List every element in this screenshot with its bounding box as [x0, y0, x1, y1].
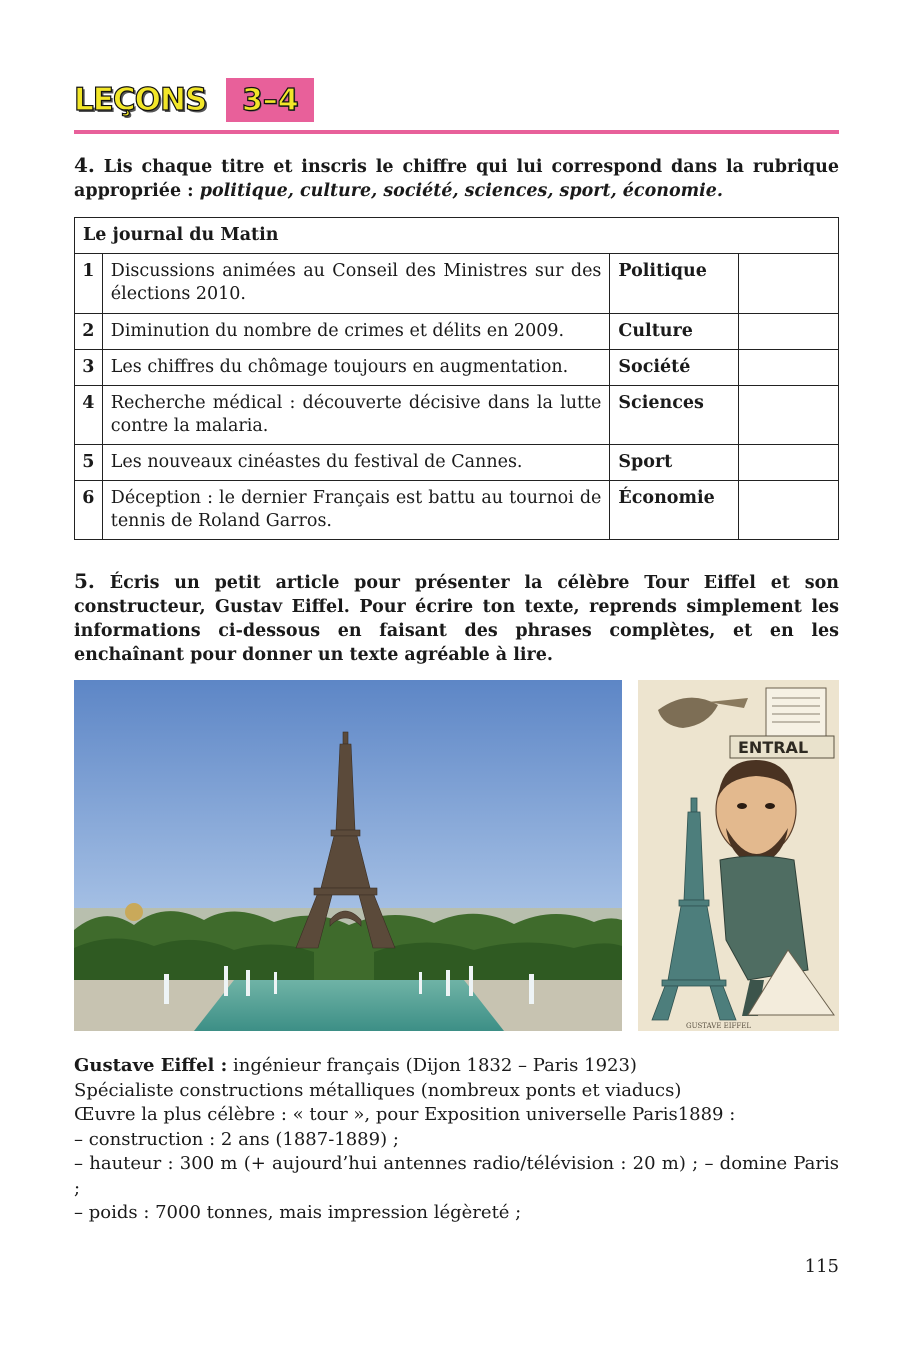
answer-cell[interactable]	[739, 350, 839, 386]
row-title: Les nouveaux cinéastes du festival de Cannes.	[102, 445, 610, 481]
caricature-caption: GUSTAVE EIFFEL	[686, 1022, 752, 1030]
lesson-header	[74, 76, 314, 124]
row-number: 6	[75, 481, 103, 540]
table-row	[75, 350, 839, 386]
row-number: 5	[75, 445, 103, 481]
journal-table-header: Le journal du Matin	[75, 218, 839, 254]
exercise-4-text: Lis chaque titre et inscris le chiffre qui lui correspond dans la rubrique appropriée :	[74, 157, 839, 201]
eiffel-caricature	[638, 680, 839, 1031]
facts-line-3: Œuvre la plus célèbre : « tour », pour Exposition universelle Paris1889 :	[74, 1104, 736, 1125]
row-title: Recherche médical : découverte décisive dans la lutte contre la malaria.	[102, 386, 610, 445]
answer-cell[interactable]	[739, 314, 839, 350]
row-rubric: Économie	[610, 481, 739, 540]
caricature-illustration	[638, 680, 839, 1031]
row-rubric: Culture	[610, 314, 739, 350]
answer-cell[interactable]	[739, 481, 839, 540]
facts-line-5: – hauteur : 300 m (+ aujourd’hui antennes radio/télévision : 20 m) ; – domine Paris ;	[74, 1153, 839, 1199]
header-rule	[74, 130, 839, 134]
exercise-4-categories: politique, culture, société, sciences, sport, économie.	[199, 181, 724, 201]
row-title: Déception : le dernier Français est battu au tournoi de tennis de Roland Garros.	[102, 481, 610, 540]
facts-name-label: Gustave Eiffel :	[74, 1055, 228, 1076]
answer-cell[interactable]	[739, 386, 839, 445]
facts-line-4: – construction : 2 ans (1887-1889) ;	[74, 1128, 399, 1150]
exercise-5-number: 5.	[74, 569, 95, 593]
row-number: 3	[75, 350, 103, 386]
row-number: 4	[75, 386, 103, 445]
row-title: Diminution du nombre de crimes et délits en 2009.	[102, 314, 610, 350]
table-row	[75, 254, 839, 314]
exercise-5-text: Écris un petit article pour présenter la célèbre Tour Eiffel et son constructeur, Gustav Eiffel. Pour écrire ton texte, reprends simplement les informations ci-dessous en faisant des phrases complètes, et en les enchaînant pour donner un texte agréable à lire.	[74, 573, 840, 665]
banner-text: ENTRAL	[738, 738, 809, 757]
table-row	[75, 314, 839, 350]
row-number: 1	[75, 254, 103, 314]
answer-cell[interactable]	[739, 445, 839, 481]
exercise-4-number: 4.	[74, 153, 95, 177]
row-rubric: Société	[610, 350, 739, 386]
eiffel-tower-illustration	[74, 680, 622, 1031]
exercise-4-instruction	[74, 153, 839, 203]
table-row	[75, 481, 839, 540]
exercise-5-instruction	[74, 569, 839, 667]
row-rubric: Sport	[610, 445, 739, 481]
row-rubric: Sciences	[610, 386, 739, 445]
table-row	[75, 386, 839, 445]
row-title: Discussions animées au Conseil des Ministres sur des élections 2010.	[102, 254, 610, 314]
table-row	[75, 445, 839, 481]
row-number: 2	[75, 314, 103, 350]
lesson-range: 3–4	[241, 82, 299, 118]
row-title: Les chiffres du chômage toujours en augmentation.	[102, 350, 610, 386]
answer-cell[interactable]	[739, 254, 839, 314]
journal-table	[74, 217, 839, 540]
lesson-range-badge	[226, 78, 314, 122]
facts-line-6: – poids : 7000 tonnes, mais impression légèreté ;	[74, 1202, 522, 1223]
page-number: 115	[804, 1256, 839, 1277]
lesson-title: LEÇONS	[74, 82, 207, 118]
facts-line-1: ingénieur français (Dijon 1832 – Paris 1923)	[227, 1055, 637, 1076]
facts-line-2: Spécialiste constructions métalliques (nombreux ponts et viaducs)	[74, 1079, 682, 1101]
eiffel-facts	[74, 1054, 839, 1226]
eiffel-tower-photo	[74, 680, 622, 1031]
row-rubric: Politique	[610, 254, 739, 314]
